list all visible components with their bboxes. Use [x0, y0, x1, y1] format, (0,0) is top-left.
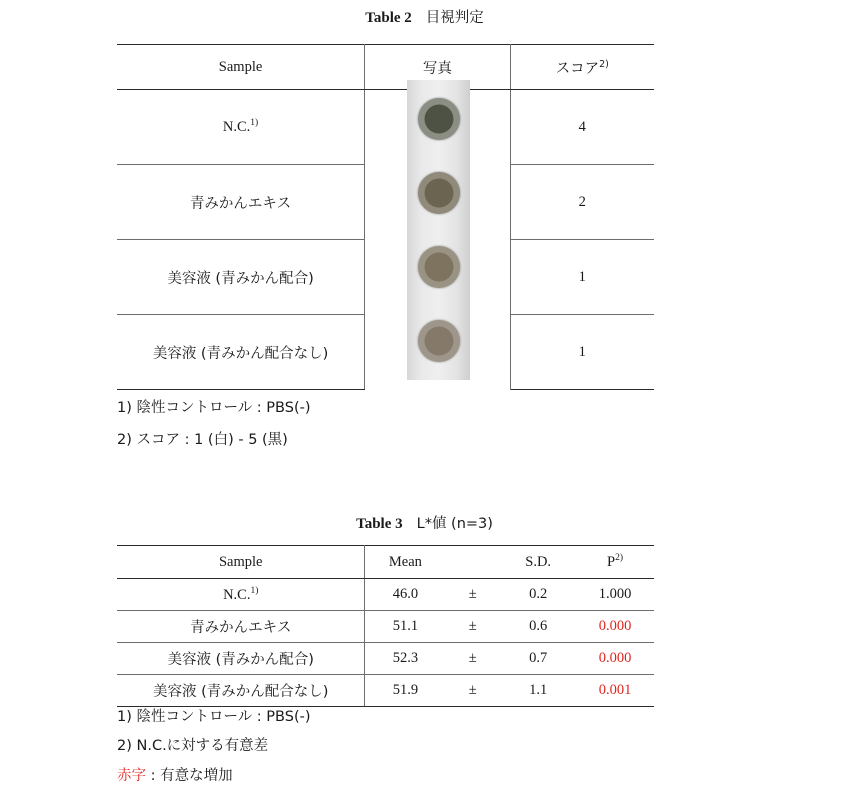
petri-dish-inner	[424, 253, 453, 282]
table-row	[117, 165, 654, 240]
table2-row0-score: 4	[510, 90, 654, 165]
petri-dish-inner	[424, 179, 453, 208]
table3-row0-sample	[117, 579, 365, 611]
table3-row3-pm: ±	[445, 675, 500, 707]
table3-note-3-rest: : 有意な増加	[146, 768, 233, 784]
table2-note-2: 2) スコア : 1 (白) - 5 (黒)	[117, 432, 288, 448]
table3-note-2: 2) N.C.に対する有意差	[117, 738, 269, 754]
table3-label: Table 3	[356, 516, 403, 532]
table-row	[117, 579, 654, 611]
petri-dish-photo-serum-without	[418, 320, 460, 362]
table2-header-row	[117, 45, 654, 90]
table3-row1-mean: 51.1	[365, 611, 445, 643]
table3-row0-sample-sup: 1)	[250, 585, 259, 596]
table2-row3-sample	[117, 315, 365, 390]
table3-header-row	[117, 546, 654, 579]
table3-row2-pm: ±	[445, 643, 500, 675]
table3-row3-p: 0.001	[576, 675, 654, 707]
table2-header-score	[510, 45, 654, 90]
table2-row0-sample-sup: 1)	[250, 118, 259, 129]
table3-header-sample: Sample	[117, 546, 365, 579]
table3-header-p	[576, 546, 654, 579]
table2-row2-sample-text: 美容液 (青みかん配合)	[167, 270, 314, 287]
table3-row1-sd: 0.6	[500, 611, 576, 643]
table3-note-3-red: 赤字	[117, 768, 146, 784]
petri-dish-photo-nc	[418, 98, 460, 140]
table-row	[117, 315, 654, 390]
table3-row2-mean: 52.3	[365, 643, 445, 675]
table2-header-sample: Sample	[117, 45, 365, 90]
table3-row3-sample: 美容液 (青みかん配合なし)	[117, 675, 365, 707]
table3-row1-p: 0.000	[576, 611, 654, 643]
table3-row0-p: 1.000	[576, 579, 654, 611]
petri-dish-photo-extract	[418, 172, 460, 214]
table3-row0-pm: ±	[445, 579, 500, 611]
table-row	[117, 90, 654, 165]
table-row	[117, 611, 654, 643]
table2-row2-sample	[117, 240, 365, 315]
table3-row1-pm: ±	[445, 611, 500, 643]
table3-header-sd: S.D.	[500, 546, 576, 579]
table3-note-1: 1) 陰性コントロール : PBS(-)	[117, 709, 311, 725]
petri-dish-photo-serum-with	[418, 246, 460, 288]
table3-row2-p: 0.000	[576, 643, 654, 675]
table2-caption: 目視判定	[425, 10, 484, 26]
petri-dish-inner	[424, 327, 453, 356]
table2	[117, 44, 654, 390]
photo-strip-image	[407, 80, 470, 380]
table3-row0-sd: 0.2	[500, 579, 576, 611]
petri-dish-inner	[424, 105, 453, 134]
table2-row0-sample-text: N.C.	[222, 118, 251, 135]
table2-row1-score: 2	[510, 165, 654, 240]
table2-row3-sample-text: 美容液 (青みかん配合なし)	[152, 345, 329, 362]
table3-row3-mean: 51.9	[365, 675, 445, 707]
table3	[117, 545, 654, 707]
table3-row1-sample: 青みかんエキス	[117, 611, 365, 643]
table2-title	[0, 6, 849, 27]
table2-row2-score: 1	[510, 240, 654, 315]
table2-note-1: 1) 陰性コントロール : PBS(-)	[117, 400, 311, 416]
table-row	[117, 643, 654, 675]
table3-row2-sample: 美容液 (青みかん配合)	[117, 643, 365, 675]
table3-note-3	[117, 764, 233, 785]
table2-row1-sample	[117, 165, 365, 240]
table-row	[117, 240, 654, 315]
table3-header-p-text: P	[607, 553, 616, 570]
table3-caption: L*値 (n=3)	[416, 516, 493, 532]
table2-row1-sample-text: 青みかんエキス	[189, 195, 292, 212]
table-row	[117, 675, 654, 707]
table3-row0-mean: 46.0	[365, 579, 445, 611]
table2-label: Table 2	[365, 10, 412, 26]
table3-row3-sd: 1.1	[500, 675, 576, 707]
table3-title	[0, 512, 849, 533]
table3-header-blank	[445, 546, 500, 579]
table3-row0-sample-text: N.C.	[223, 586, 251, 603]
table3-row2-sd: 0.7	[500, 643, 576, 675]
table3-header-p-sup: 2)	[615, 553, 624, 564]
table2-header-score-sup: 2)	[599, 58, 609, 70]
table2-header-score-text: スコア	[555, 60, 600, 77]
table2-row3-score: 1	[510, 315, 654, 390]
table2-header-photo: 写真	[365, 45, 510, 90]
table2-row0-sample	[117, 90, 365, 165]
table3-header-mean: Mean	[365, 546, 445, 579]
